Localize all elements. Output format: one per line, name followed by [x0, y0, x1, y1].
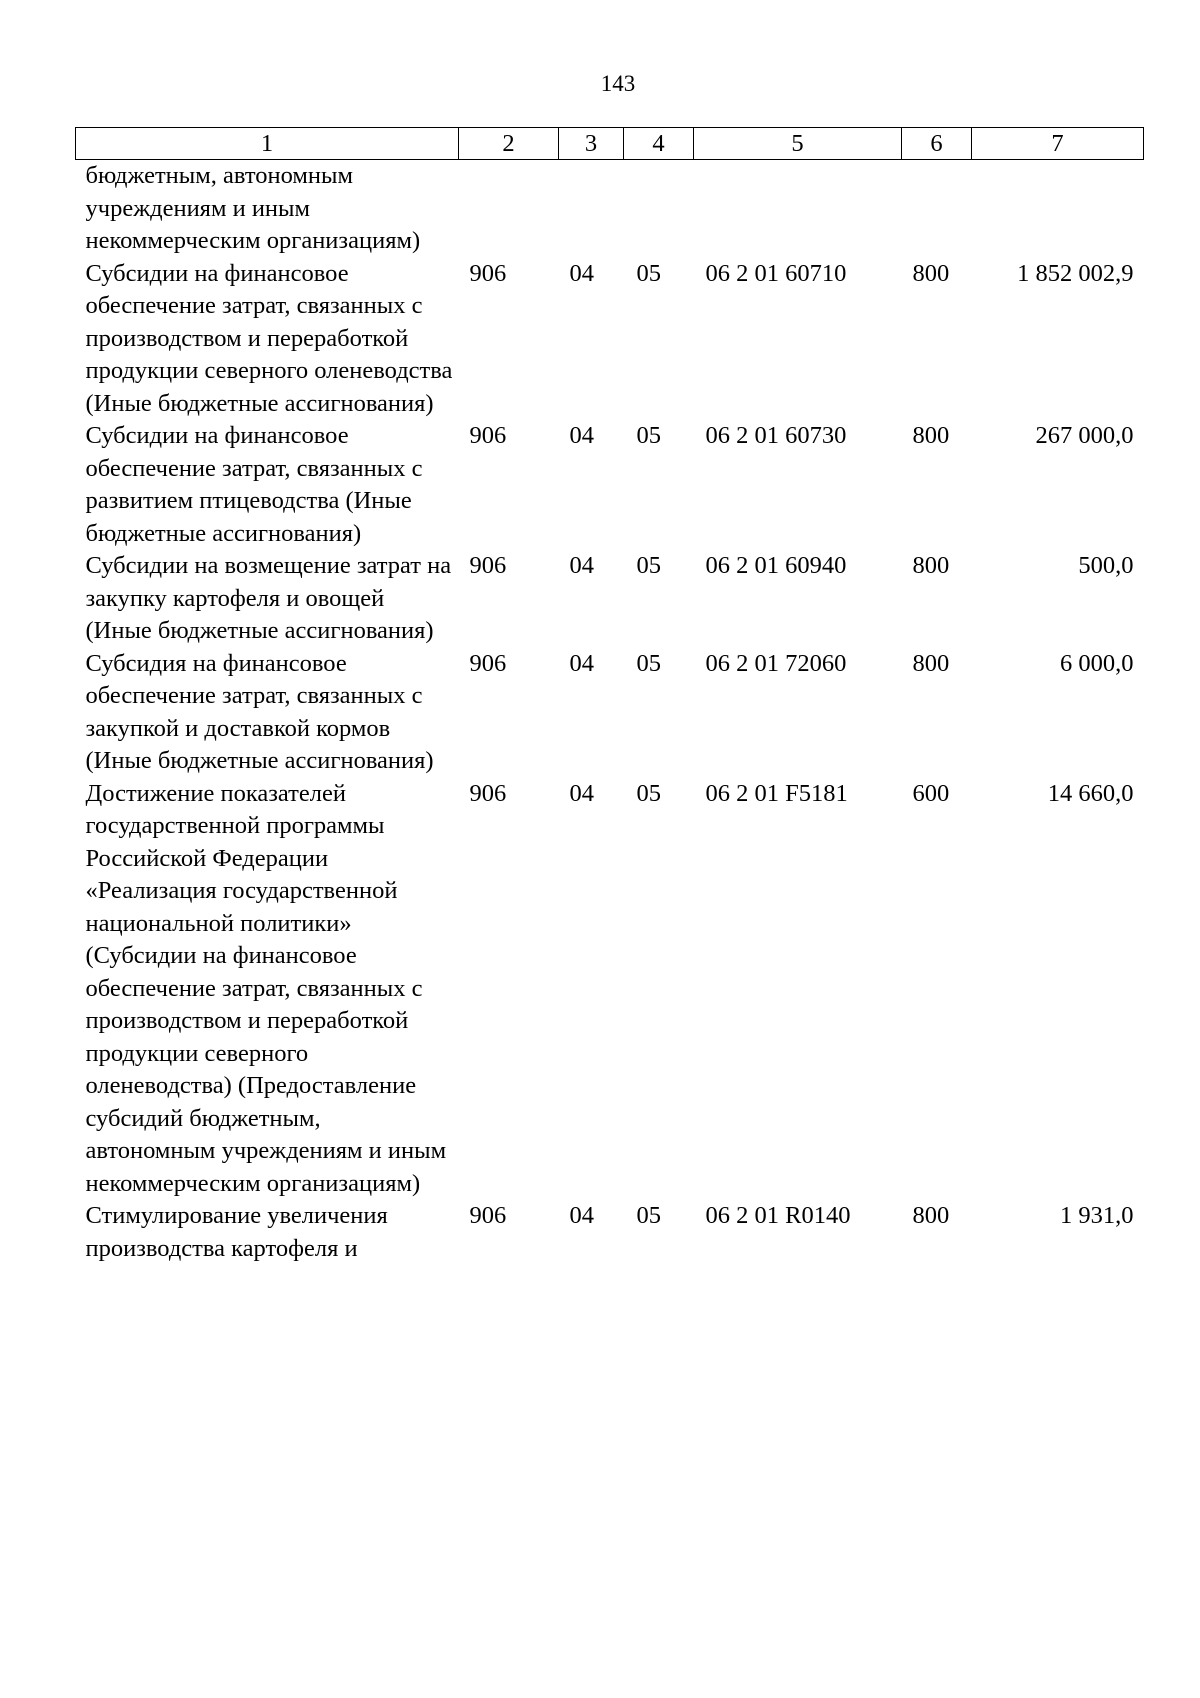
row-subsection-code: 05: [636, 779, 661, 807]
row-amount: 6 000,0: [1060, 649, 1134, 677]
row-target-article: [694, 160, 902, 258]
page-number: 143: [600, 71, 636, 96]
row-amount: 1 852 002,9: [1017, 259, 1134, 287]
header-col-1: 1: [76, 128, 459, 160]
header-col-4: 4: [624, 128, 694, 160]
row-name: бюджетным, автономным учреждениям и иным некоммерческим организациям): [85, 162, 421, 254]
table-row: [76, 1200, 1144, 1265]
row-section-code: 04: [569, 1202, 594, 1229]
row-name: Субсидии на возмещение затрат на закупку картофеля и овощей (Иные бюджетные ассигнования): [85, 552, 452, 644]
row-name: Субсидии на финансовое обеспечение затрат, связанных с развитием птицеводства (Иные бюджетные ассигнования): [85, 422, 423, 547]
row-subsection-code: 05: [636, 649, 661, 677]
header-col-5: 5: [694, 128, 902, 160]
row-ministry-code: 906: [469, 1202, 507, 1229]
budget-table: [75, 127, 1144, 1265]
row-section-code: 04: [569, 649, 594, 677]
row-target-article: 06 2 01 R0140: [705, 1202, 851, 1229]
row-name: Субсидии на финансовое обеспечение затрат, связанных с производством и переработкой продукции северного оленеводства (Иные бюджетные ассигнования): [85, 259, 453, 417]
row-section-code: 04: [569, 552, 594, 579]
row-expense-type: 800: [912, 259, 950, 287]
row-section-code: 04: [569, 779, 594, 807]
row-expense-type: 800: [912, 1202, 950, 1229]
table-row: [76, 420, 1144, 550]
row-target-article: 06 2 01 F5181: [705, 779, 848, 807]
table-row: [76, 160, 1144, 258]
row-subsection-code: 05: [636, 552, 661, 579]
row-name: Достижение показателей государственной программы Российской Федерации «Реализация государственной национальной политики» (Субсидии на финансовое обеспечение затрат, связанных с производством и переработкой продукции северного оленеводства) (Предоставление субсидий бюджетным, автономным учреждениям и иным некоммерческим организациям): [85, 779, 447, 1197]
table-header: [76, 128, 1144, 160]
table-row: [76, 550, 1144, 648]
row-section-code: 04: [569, 422, 594, 449]
row-expense-type: [902, 160, 972, 258]
row-name: Стимулирование увеличения производства картофеля и: [85, 1202, 388, 1262]
header-col-3: 3: [559, 128, 624, 160]
table-row: [76, 778, 1144, 1201]
row-expense-type: 800: [912, 552, 950, 579]
row-name: Субсидия на финансовое обеспечение затрат, связанных с закупкой и доставкой кормов (Иные бюджетные ассигнования): [85, 649, 434, 774]
row-ministry-code: 906: [469, 649, 507, 677]
table-body: [76, 160, 1144, 1266]
row-target-article: 06 2 01 60730: [705, 422, 847, 449]
row-target-article: 06 2 01 60710: [705, 259, 847, 287]
row-ministry-code: 906: [469, 259, 507, 287]
row-amount: 500,0: [1078, 552, 1134, 579]
row-expense-type: 800: [912, 422, 950, 449]
table-row: [76, 648, 1144, 778]
row-amount: [972, 160, 1144, 258]
row-amount: 267 000,0: [1035, 422, 1134, 449]
row-target-article: 06 2 01 60940: [705, 552, 847, 579]
row-ministry-code: 906: [469, 779, 507, 807]
row-section-code: [559, 160, 624, 258]
table-row: [76, 258, 1144, 421]
row-subsection-code: [624, 160, 694, 258]
header-col-6: 6: [902, 128, 972, 160]
row-amount: 14 660,0: [1047, 779, 1134, 807]
row-target-article: 06 2 01 72060: [705, 649, 847, 677]
row-section-code: 04: [569, 259, 594, 287]
row-expense-type: 600: [912, 779, 950, 807]
row-ministry-code: [459, 160, 559, 258]
header-col-2: 2: [459, 128, 559, 160]
header-col-7: 7: [972, 128, 1144, 160]
row-subsection-code: 05: [636, 422, 661, 449]
row-ministry-code: 906: [469, 422, 507, 449]
row-amount: 1 931,0: [1060, 1202, 1134, 1229]
row-subsection-code: 05: [636, 259, 661, 287]
row-expense-type: 800: [912, 649, 950, 677]
header-row: [76, 128, 1144, 160]
row-ministry-code: 906: [469, 552, 507, 579]
row-subsection-code: 05: [636, 1202, 661, 1229]
